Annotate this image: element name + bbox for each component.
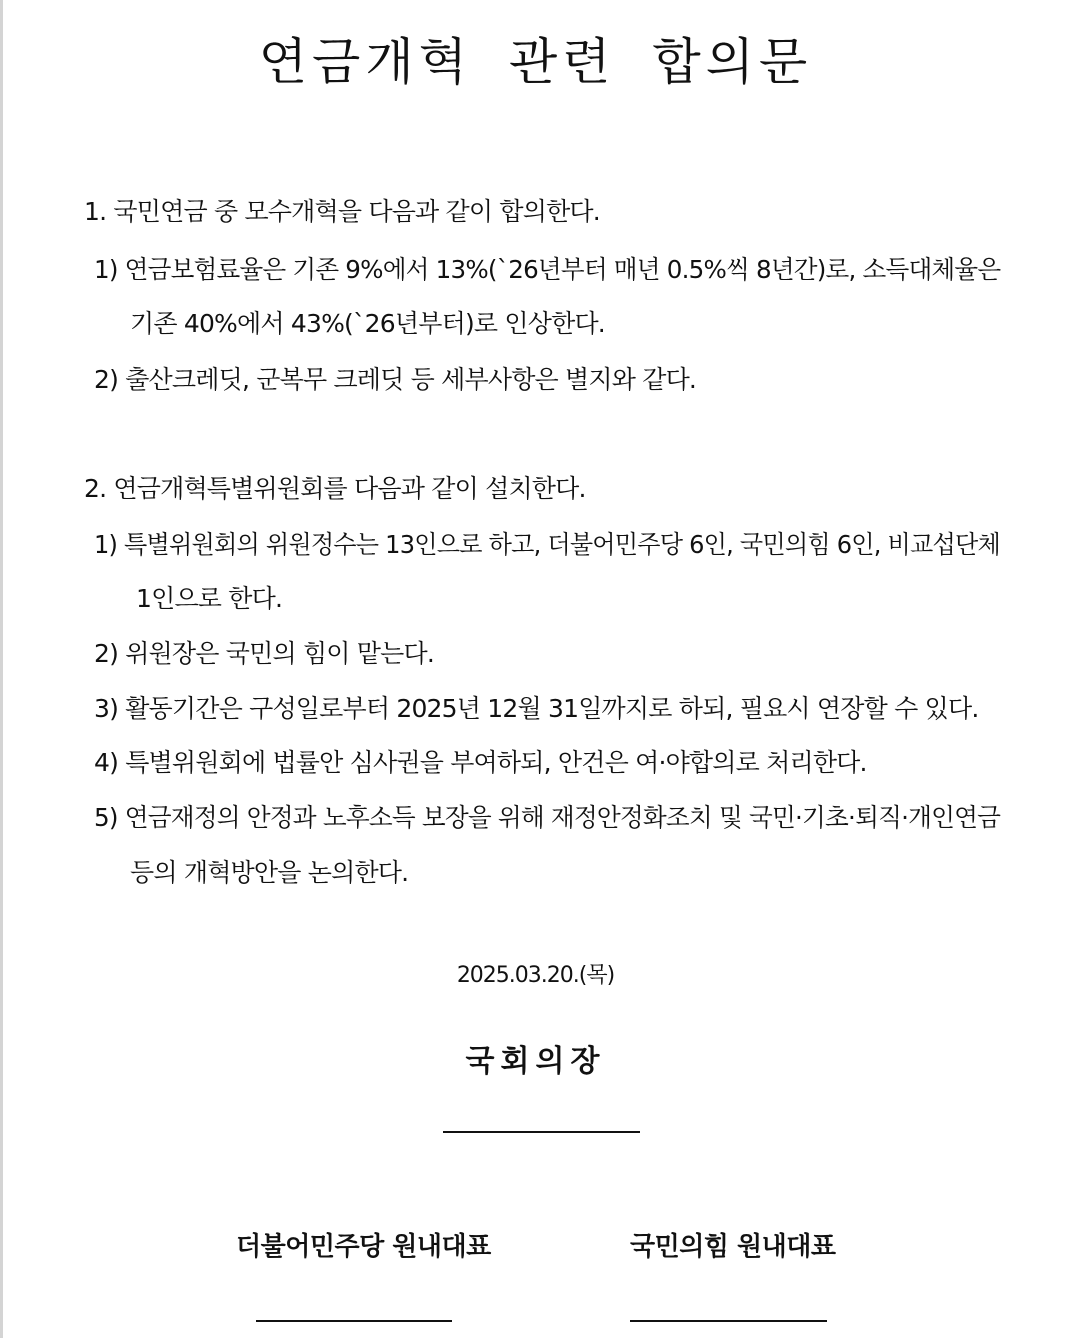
speaker-signature-line xyxy=(443,1131,640,1133)
section2-item1: 1) 특별위원회의 위원정수는 13인으로 하고, 더불어민주당 6인, 국민의힘 6인, 비교섭단체 xyxy=(94,530,1001,559)
document-title: 연금개혁 관련 합의문 xyxy=(258,33,813,91)
section2-item3: 3) 활동기간은 구성일로부터 2025년 12월 31일까지로 하되, 필요시 연장할 수 있다. xyxy=(94,694,979,723)
section1-item1: 1) 연금보험료율은 기존 9%에서 13%(`26년부터 매년 0.5%씩 8년간)로, 소득대체율은 xyxy=(94,255,1001,284)
section2-heading: 2. 연금개혁특별위원회를 다음과 같이 설치한다. xyxy=(84,474,586,503)
ppp-signature-line xyxy=(630,1320,827,1322)
democratic-party-signature-line xyxy=(256,1320,452,1322)
section2-item1-continued: 1인으로 한다. xyxy=(136,584,283,613)
section1-item2: 2) 출산크레딧, 군복무 크레딧 등 세부사항은 별지와 같다. xyxy=(94,365,697,394)
democratic-party-signatory-label: 더불어민주당 원내대표 xyxy=(236,1232,491,1262)
section2-item2: 2) 위원장은 국민의 힘이 맡는다. xyxy=(94,639,434,668)
ppp-signatory-label: 국민의힘 원내대표 xyxy=(630,1232,836,1262)
agreement-date: 2025.03.20.(목) xyxy=(456,963,615,988)
speaker-signatory-label: 국회의장 xyxy=(465,1044,606,1079)
section1-item1-continued: 기존 40%에서 43%(`26년부터)로 인상한다. xyxy=(130,309,605,338)
page-left-border xyxy=(0,0,3,1338)
section2-item5: 5) 연금재정의 안정과 노후소득 보장을 위해 재정안정화조치 및 국민·기초·퇴직·개인연금 xyxy=(94,803,1001,832)
section2-item5-continued: 등의 개혁방안을 논의한다. xyxy=(130,858,409,887)
section2-item4: 4) 특별위원회에 법률안 심사권을 부여하되, 안건은 여·야합의로 처리한다. xyxy=(94,748,867,777)
section1-heading: 1. 국민연금 중 모수개혁을 다음과 같이 합의한다. xyxy=(84,197,600,226)
